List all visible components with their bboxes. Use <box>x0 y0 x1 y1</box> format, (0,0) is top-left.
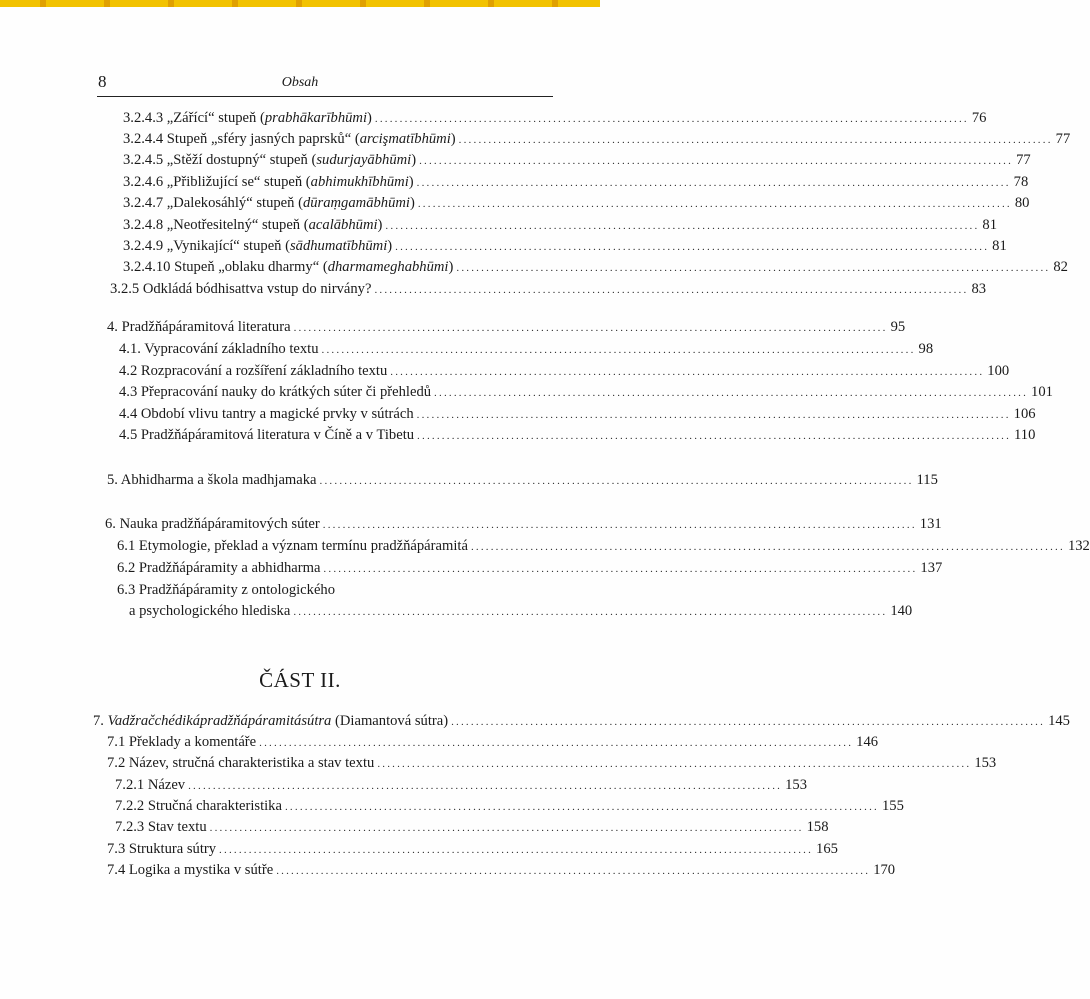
toc-page-number: 153 <box>974 755 997 771</box>
toc-page-number: 77 <box>1016 152 1031 168</box>
toc-entry-title <box>107 733 256 751</box>
toc-entry-title <box>123 258 453 276</box>
dot-leader: ........................................................................................................................ <box>390 366 985 378</box>
toc-page-number: 101 <box>1031 384 1053 400</box>
toc-page-number: 81 <box>982 217 998 233</box>
toc-entry <box>123 151 1031 170</box>
toc-entry-title <box>107 318 291 336</box>
title-text: 7.2.1 Název <box>115 777 186 793</box>
toc-page-number: 110 <box>1014 427 1036 443</box>
title-suffix: ) <box>367 110 372 126</box>
title-text: 4.5 Pradžňápáramitová literatura v Číně a v Tibetu <box>119 427 415 443</box>
toc-page-number: 83 <box>971 281 987 297</box>
toc-entry-title <box>115 797 282 815</box>
title-italic: acalābhūmi <box>308 217 378 233</box>
toc-entry <box>119 340 934 359</box>
toc-page-number: 98 <box>918 341 934 357</box>
dot-leader: ........................................................................................................................ <box>434 387 1029 399</box>
toc-entry-title <box>123 216 382 234</box>
title-suffix: ) <box>409 195 415 211</box>
toc-entry <box>123 109 987 128</box>
dot-leader: ........................................................................................................................ <box>322 519 917 531</box>
dot-leader: ........................................................................................................................ <box>374 284 969 296</box>
title-italic: sudurjayābhūmi <box>316 152 412 168</box>
toc-entry-title <box>119 426 414 444</box>
toc-page-number: 76 <box>971 110 987 126</box>
dot-leader: ........................................................................................................................ <box>416 409 1011 421</box>
toc-entry <box>119 383 1053 402</box>
title-suffix: ) <box>450 131 456 147</box>
title-text: a psychologického hlediska <box>129 603 291 619</box>
title-text: 7. <box>93 713 108 729</box>
title-text: 3.2.5 Odkládá bódhisattva vstup do nirvány? <box>110 281 372 297</box>
toc-entry-title <box>115 818 207 836</box>
toc-entry <box>107 840 838 859</box>
dot-leader: ........................................................................................................................ <box>458 134 1053 146</box>
toc-entry <box>117 537 1090 556</box>
toc-entry-title <box>129 602 290 620</box>
toc-page-number: 131 <box>919 516 942 532</box>
toc-entry-title <box>119 383 431 401</box>
toc-entry-title <box>123 151 416 169</box>
title-suffix: ) <box>387 238 393 254</box>
dot-leader: ........................................................................................................................ <box>470 541 1065 553</box>
toc-entry <box>123 130 1071 149</box>
title-text: 3.2.4.5 „Stěží dostupný“ stupeň ( <box>123 152 317 168</box>
dot-leader: ........................................................................................................................ <box>293 322 888 334</box>
title-text: 7.2.2 Stručná charakteristika <box>115 798 282 814</box>
toc-entry <box>119 362 1010 381</box>
dot-leader: ........................................................................................................................ <box>417 198 1012 210</box>
toc-page-number: 165 <box>816 841 838 857</box>
dot-leader: ........................................................................................................................ <box>417 430 1012 442</box>
toc-entry <box>123 194 1030 213</box>
title-text: 3.2.4.10 Stupeň „oblaku dharmy“ ( <box>123 259 328 275</box>
header-rule <box>97 96 553 97</box>
toc-entry <box>123 258 1068 277</box>
toc-entry-title <box>117 581 335 599</box>
dot-leader: ........................................................................................................................ <box>377 758 972 770</box>
title-text: 3.2.4.8 „Neotřesitelný“ stupeň ( <box>123 217 309 233</box>
dot-leader: ........................................................................................................................ <box>416 177 1011 189</box>
running-title: Obsah <box>281 75 319 90</box>
title-text: 7.4 Logika a mystika v sútře <box>107 862 274 878</box>
toc-entry-title <box>93 712 448 730</box>
toc-entry-title <box>107 471 317 489</box>
toc-page-number: 100 <box>987 363 1010 379</box>
toc-entry <box>119 405 1036 424</box>
toc-entry-title <box>123 194 415 212</box>
toc-page-number: 155 <box>881 798 904 814</box>
toc-entry <box>110 280 987 299</box>
title-italic: sādhumatībhūmi <box>289 238 388 254</box>
toc-page-number: 170 <box>873 862 896 878</box>
toc-entry-title <box>123 109 372 127</box>
toc-entry <box>123 173 1029 192</box>
toc-entry <box>115 818 829 837</box>
dot-leader: ........................................................................................................................ <box>209 822 804 834</box>
toc-entry <box>107 754 997 773</box>
title-italic: arcişmatībhūmi <box>359 131 451 147</box>
title-italic: dūraṃgamābhūmi <box>302 195 410 211</box>
dot-leader: ........................................................................................................................ <box>456 262 1051 274</box>
title-text: 3.2.4.6 „Přibližující se“ stupeň ( <box>123 174 311 190</box>
toc-page-number: 137 <box>920 560 943 576</box>
title-suffix: ) <box>408 174 414 190</box>
toc-entry <box>107 733 879 752</box>
title-text: 3.2.4.9 „Vynikající“ stupeň ( <box>123 238 290 254</box>
title-italic: abhimukhībhūmi <box>310 174 409 190</box>
toc-entry <box>105 515 942 534</box>
toc-page-number: 77 <box>1055 131 1071 147</box>
toc-entry-title <box>110 280 371 298</box>
title-text: 7.1 Překlady a komentáře <box>107 734 257 750</box>
title-suffix: ) <box>377 217 383 233</box>
title-text: 6.3 Pradžňápáramity z ontologického <box>117 582 336 598</box>
dot-leader: ........................................................................................................................ <box>259 737 854 749</box>
toc-entry <box>117 581 545 599</box>
title-text: 5. Abhidharma a škola madhjamaka <box>107 472 317 488</box>
title-text: 4.4 Období vlivu tantry a magické prvky v sútrách <box>119 406 414 422</box>
title-suffix: (Diamantová sútra) <box>331 713 449 729</box>
toc-entry <box>107 471 938 490</box>
title-italic: Vadžračchédikápradžňápáramitásútra <box>107 713 332 729</box>
dot-leader: ........................................................................................................................ <box>321 344 916 356</box>
toc-page-number: 106 <box>1013 406 1036 422</box>
toc-page-number: 153 <box>785 777 807 793</box>
dot-leader: ........................................................................................................................ <box>319 475 914 487</box>
toc-page-number: 132 <box>1067 538 1090 554</box>
toc-page-number: 158 <box>806 819 829 835</box>
dot-leader: ........................................................................................................................ <box>219 844 814 856</box>
toc-page-number: 145 <box>1048 713 1070 729</box>
title-text: 3.2.4.3 „Zářící“ stupeň ( <box>123 110 265 126</box>
title-text: 3.2.4.7 „Dalekosáhlý“ stupeň ( <box>123 195 303 211</box>
toc-entry <box>107 318 906 337</box>
title-text: 6.2 Pradžňápáramity a abhidharma <box>117 560 321 576</box>
toc-entry <box>123 216 998 235</box>
title-text: 6. Nauka pradžňápáramitových súter <box>105 516 320 532</box>
toc-entry <box>119 426 1036 445</box>
dot-leader: ........................................................................................................................ <box>293 606 888 618</box>
dot-leader: ........................................................................................................................ <box>419 155 1014 167</box>
toc-entry <box>123 237 1007 256</box>
title-text: 4. Pradžňápáramitová literatura <box>107 319 291 335</box>
toc-entry-title <box>107 861 273 879</box>
title-text: 7.3 Struktura sútry <box>107 841 217 857</box>
toc-page-number: 80 <box>1014 195 1030 211</box>
toc-entry-title <box>107 840 216 858</box>
toc-entry-title <box>107 754 374 772</box>
dot-leader: ........................................................................................................................ <box>395 241 990 253</box>
title-text: 4.1. Vypracování základního textu <box>119 341 319 357</box>
toc-page-number: 95 <box>890 319 906 335</box>
dot-leader: ........................................................................................................................ <box>385 220 980 232</box>
dot-leader: ........................................................................................................................ <box>451 716 1046 728</box>
toc-page-number: 82 <box>1053 259 1068 275</box>
toc-entry-title <box>119 340 319 358</box>
toc-entry-title <box>117 537 468 555</box>
toc-entry-title <box>123 237 392 255</box>
title-italic: dharmameghabhūmi <box>327 259 449 275</box>
toc-entry-title <box>123 173 414 191</box>
title-text: 7.2.3 Stav textu <box>115 819 207 835</box>
toc-entry <box>107 861 896 880</box>
part-heading: ČÁST II. <box>259 668 341 692</box>
title-text: 4.2 Rozpracování a rozšíření základního textu <box>119 363 388 379</box>
toc-entry <box>129 602 913 621</box>
decorative-border <box>0 0 600 7</box>
dot-leader: ........................................................................................................................ <box>323 563 918 575</box>
toc-page-number: 140 <box>890 603 913 619</box>
toc-page-number: 81 <box>992 238 1007 254</box>
toc-entry <box>93 712 1070 731</box>
toc-entry <box>115 776 807 795</box>
toc-page-number: 115 <box>916 472 938 488</box>
toc-page-number: 78 <box>1013 174 1029 190</box>
toc-entry-title <box>105 515 320 533</box>
title-text: 3.2.4.4 Stupeň „sféry jasných paprsků“ ( <box>123 131 360 147</box>
title-text: 7.2 Název, stručná charakteristika a stav textu <box>107 755 375 771</box>
toc-entry-title <box>115 776 185 794</box>
dot-leader: ........................................................................................................................ <box>276 865 871 877</box>
title-text: 6.1 Etymologie, překlad a význam termínu pradžňápáramitá <box>117 538 468 554</box>
dot-leader: ........................................................................................................................ <box>188 780 783 792</box>
page-number: 8 <box>98 72 107 91</box>
dot-leader: ........................................................................................................................ <box>284 801 879 813</box>
toc-entry-title <box>117 559 320 577</box>
dot-leader: ........................................................................................................................ <box>374 113 969 125</box>
toc-entry-title <box>119 362 387 380</box>
toc-entry-title <box>123 130 456 148</box>
toc-entry <box>117 559 943 578</box>
title-suffix: ) <box>411 152 417 168</box>
title-suffix: ) <box>448 259 454 275</box>
toc-page-number: 146 <box>856 734 879 750</box>
title-text: 4.3 Přepracování nauky do krátkých súter či přehledů <box>119 384 432 400</box>
toc-entry <box>115 797 904 816</box>
toc-entry-title <box>119 405 414 423</box>
title-italic: prabhākarībhūmi <box>264 110 367 126</box>
